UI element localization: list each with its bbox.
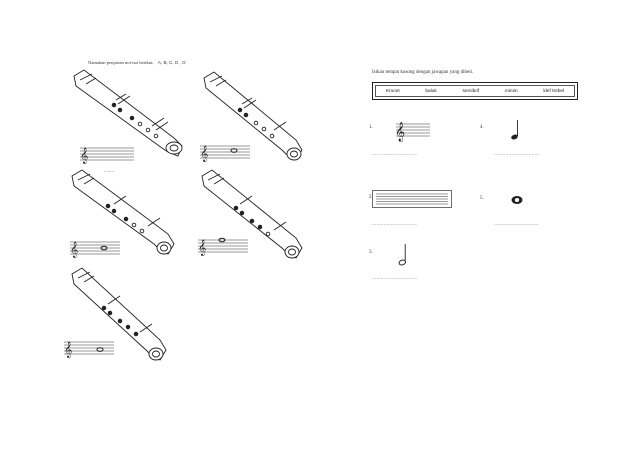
recorder-fingering-2	[186, 70, 326, 180]
word-bank-item: minim	[504, 88, 518, 94]
question-number: 4.	[480, 125, 484, 130]
word-bank-item: klef trebel	[543, 88, 565, 94]
question-1-symbol	[392, 118, 432, 142]
treble-clef-icon: 𝄞	[70, 242, 79, 258]
recorder-fingering-4	[186, 168, 326, 278]
recorder-icon	[72, 170, 174, 254]
answer-line: ...............................	[494, 152, 539, 157]
left-instruction: Namakan penjarian not-not berikut; A, B, C, D , G	[88, 60, 186, 65]
recorder-fingering-3	[56, 170, 196, 270]
crotchet-note-icon	[508, 118, 522, 142]
word-bank	[372, 82, 578, 100]
question-number: 5.	[480, 196, 484, 201]
treble-clef-icon: 𝄞	[198, 240, 207, 256]
treble-clef-icon: 𝄞	[200, 146, 209, 162]
treble-clef-icon: 𝄞	[80, 148, 89, 164]
staff-lines-icon	[372, 190, 452, 208]
answer-letters: A, B, C, D , G	[157, 60, 186, 65]
answer-line: ...............................	[372, 276, 417, 281]
word-bank-item: Krocet	[385, 88, 400, 94]
fill-dots: ........	[104, 169, 114, 174]
recorder-fingering-5	[56, 266, 196, 366]
question-number: 3.	[369, 250, 373, 255]
answer-line: ...............................	[494, 222, 539, 227]
question-number: 1.	[369, 125, 373, 130]
minim-note-icon	[396, 242, 410, 268]
treble-clef-icon: 𝄞	[64, 342, 73, 358]
semibreve-note-icon	[510, 194, 524, 206]
word-bank-item: baluk	[425, 88, 437, 94]
answer-line: ...............................	[372, 152, 417, 157]
recorder-icon	[202, 170, 302, 258]
recorder-fingering-1	[56, 68, 196, 178]
word-bank-inner-border	[375, 85, 575, 97]
recorder-icon	[204, 72, 302, 160]
question-number: 2.	[369, 195, 373, 200]
answer-line: ...............................	[372, 222, 417, 227]
recorder-icon	[74, 70, 182, 156]
treble-clef-icon: 𝄞	[395, 122, 406, 142]
word-bank-item: semibrif	[462, 88, 480, 94]
right-instruction: Isikan tempat kosong dengan jawapan yang diberi.	[372, 70, 474, 75]
recorder-icon	[72, 268, 166, 360]
